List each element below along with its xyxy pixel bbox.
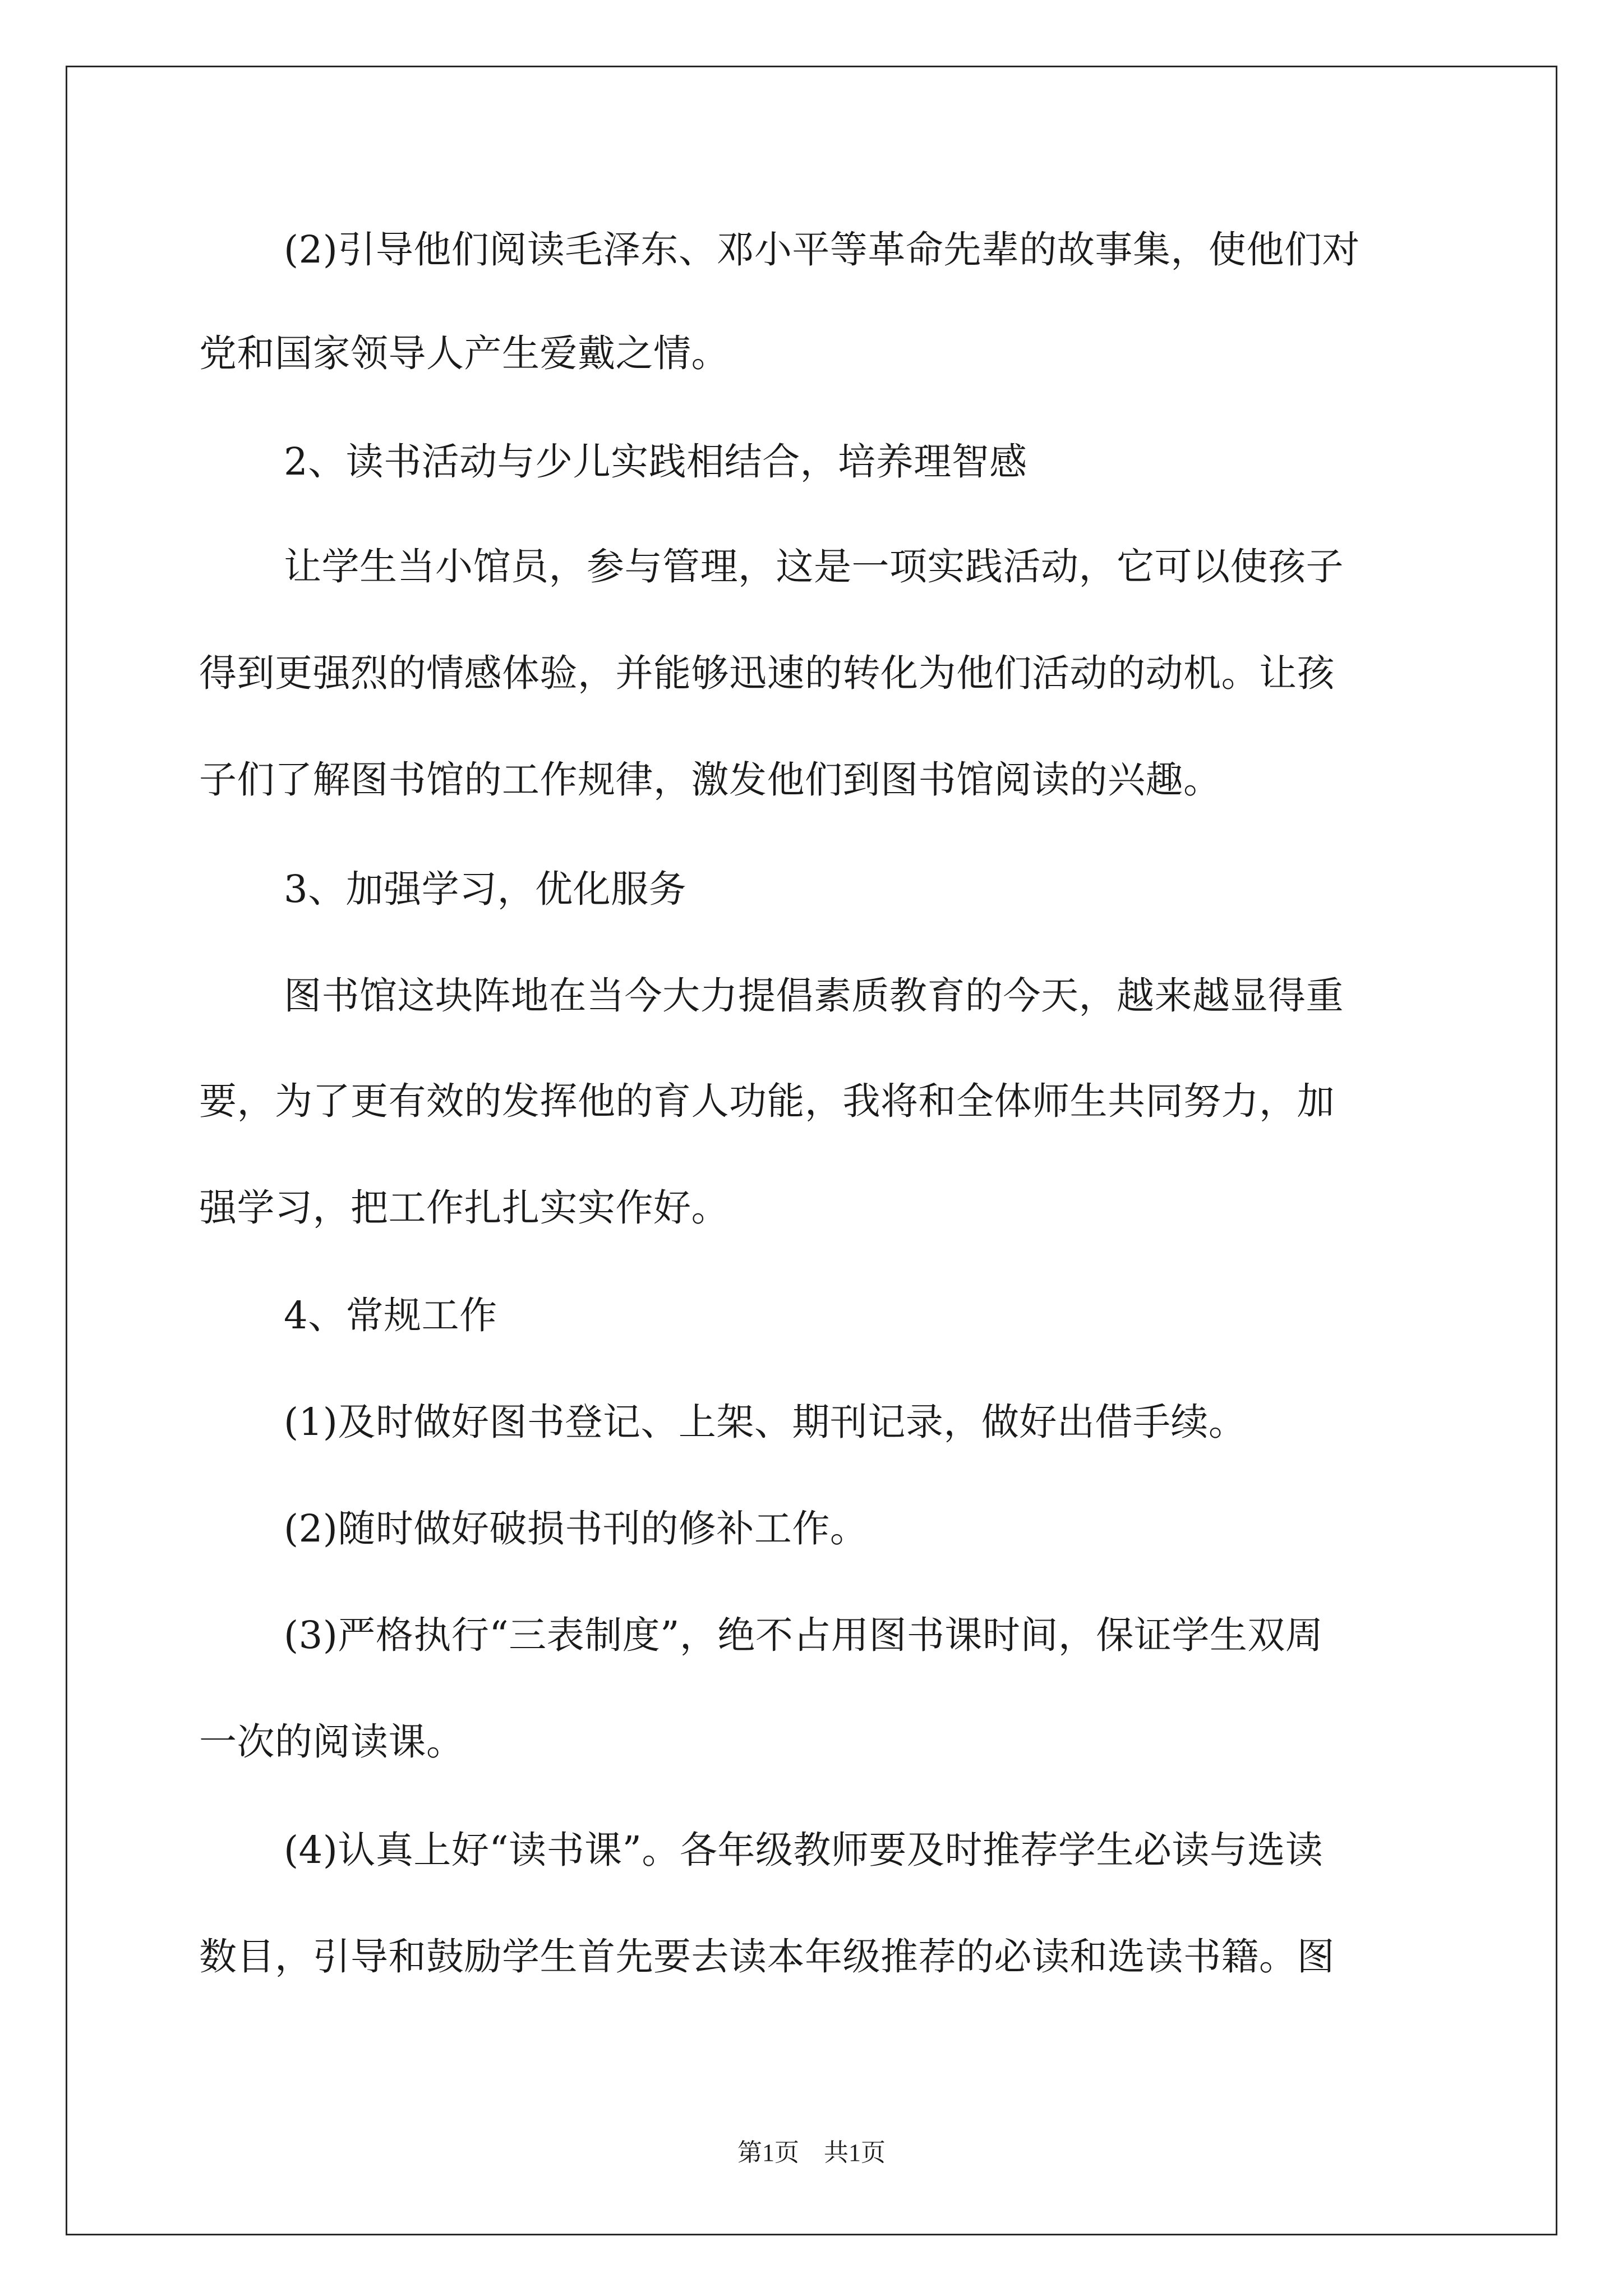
paragraph-line: (2)引导他们阅读毛泽东、邓小平等革命先辈的故事集，使他们对 — [284, 228, 1360, 272]
paragraph-line: 党和国家领导人产生爱戴之情。 — [199, 332, 729, 375]
section-heading: 2、读书活动与少儿实践相结合，培养理智感 — [284, 440, 1027, 484]
list-item-continuation: 数目，引导和鼓励学生首先要去读本年级推荐的必读和选读书籍。图 — [199, 1935, 1335, 1978]
list-item-continuation: 一次的阅读课。 — [199, 1720, 464, 1764]
paragraph-line: 图书馆这块阵地在当今大力提倡素质教育的今天，越来越显得重 — [284, 974, 1344, 1018]
paragraph-line: 强学习，把工作扎扎实实作好。 — [199, 1186, 729, 1230]
list-item: (4)认真上好“读书课”。各年级教师要及时推荐学生必读与选读 — [284, 1828, 1324, 1872]
paragraph-line: 得到更强烈的情感体验，并能够迅速的转化为他们活动的动机。让孩 — [199, 651, 1335, 695]
list-item: (3)严格执行“三表制度”，绝不占用图书课时间，保证学生双周 — [284, 1613, 1324, 1657]
paragraph-line: 子们了解图书馆的工作规律，激发他们到图书馆阅读的兴趣。 — [199, 758, 1221, 802]
paragraph-line: 要，为了更有效的发挥他的育人功能，我将和全体师生共同努力，加 — [199, 1079, 1335, 1123]
section-heading: 3、加强学习，优化服务 — [284, 867, 687, 911]
paragraph-line: 让学生当小馆员，参与管理，这是一项实践活动，它可以使孩子 — [284, 545, 1344, 588]
section-heading: 4、常规工作 — [284, 1294, 497, 1337]
page-number-footer: 第1页 共1页 — [737, 2139, 886, 2166]
list-item: (1)及时做好图书登记、上架、期刊记录，做好出借手续。 — [284, 1400, 1247, 1444]
page-border — [66, 66, 1557, 2235]
list-item: (2)随时做好破损书刊的修补工作。 — [284, 1507, 868, 1550]
